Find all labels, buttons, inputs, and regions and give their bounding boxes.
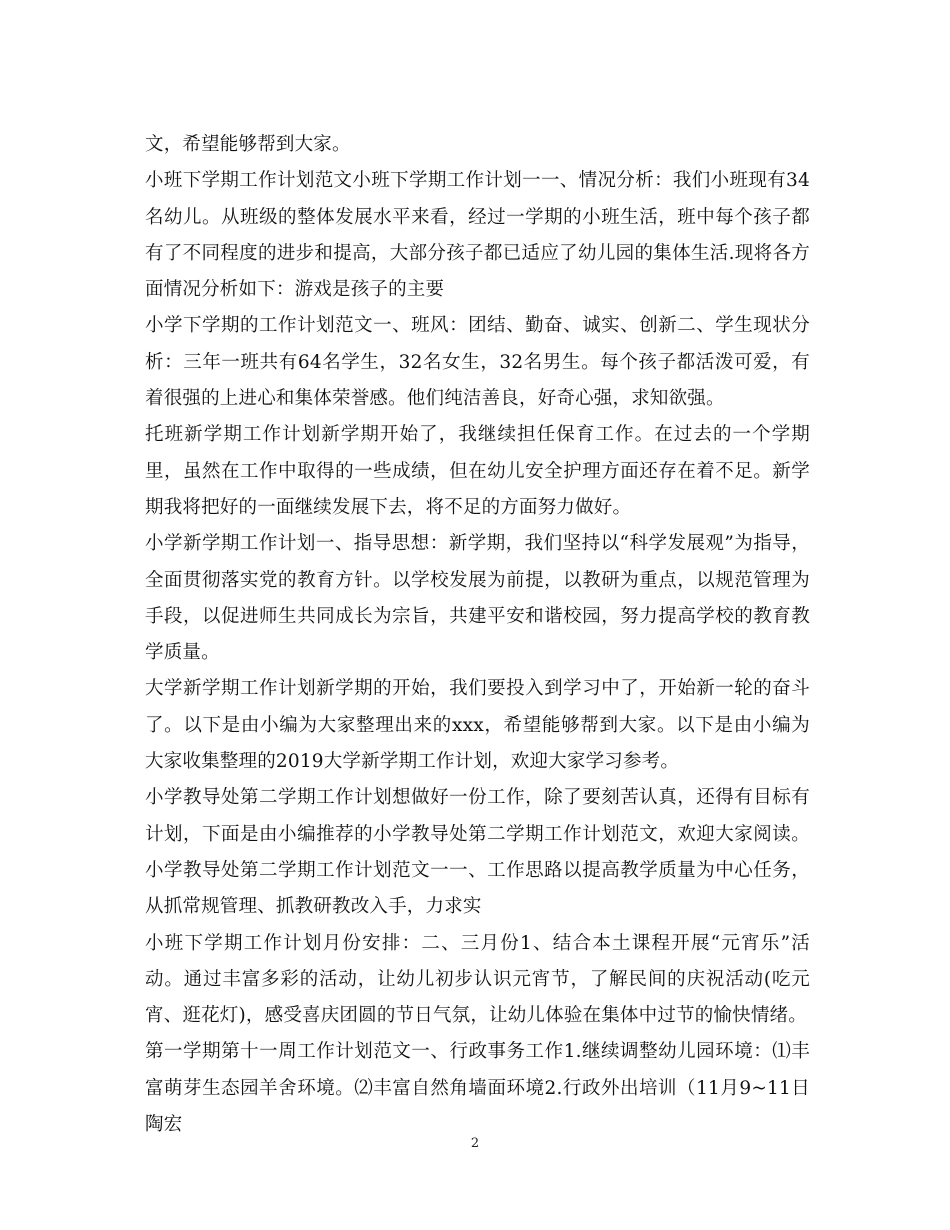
paragraph: 小学下学期的工作计划范文一、班风：团结、勤奋、诚实、创新二、学生现状分析：三年一班共有64名学生，32名女生，32名男生。每个孩子都活泼可爱，有着很强的上进心和集体荣誉感。他们纯洁善良，好奇心强，求知欲强。 [145,315,810,410]
paragraph: 大学新学期工作计划新学期的开始，我们要投入到学习中了，开始新一轮的奋斗了。以下是由小编为大家整理出来的xxx，希望能够帮到大家。以下是由小编为大家收集整理的2019大学新学期工作计划，欢迎大家学习参考。 [145,678,810,773]
paragraph: 托班新学期工作计划新学期开始了，我继续担任保育工作。在过去的一个学期里，虽然在工作中取得的一些成绩，但在幼儿安全护理方面还存在着不足。新学期我将把好的一面继续发展下去，将不足的方面努力做好。 [145,424,810,518]
page-number: 2 [470,1136,480,1151]
paragraph: 小班下学期工作计划范文小班下学期工作计划一一、情况分析：我们小班现有34名幼儿。从班级的整体发展水平来看，经过一学期的小班生活，班中每个孩子都有了不同程度的进步和提高，大部分孩子都已适应了幼儿园的集体生活.现将各方面情况分析如下：游戏是孩子的主要 [145,170,810,301]
paragraph: 小学新学期工作计划一、指导思想：新学期，我们坚持以“科学发展观”为指导，全面贯彻落实党的教育方针。以学校发展为前提，以教研为重点，以规范管理为手段，以促进师生共同成长为宗旨，共建平安和谐校园，努力提高学校的教育教学质量。 [145,533,810,664]
paragraph: 小学教导处第二学期工作计划想做好一份工作，除了要刻苦认真，还得有目标有计划，下面是由小编推荐的小学教导处第二学期工作计划范文，欢迎大家阅读。小学教导处第二学期工作计划范文一一、工作思路以提高教学质量为中心任务，从抓常规管理、抓教研教改入手，力求实 [145,787,810,918]
paragraph: 小班下学期工作计划月份安排：二、三月份1、结合本土课程开展“元宵乐”活动。通过丰富多彩的活动，让幼儿初步认识元宵节，了解民间的庆祝活动(吃元宵、逛花灯)，感受喜庆团圆的节日气氛，让幼儿体验在集体中过节的愉快情绪。 [145,932,810,1027]
document-body [145,127,810,1143]
paragraph: 文，希望能够帮到大家。 [145,134,351,155]
paragraph: 第一学期第十一周工作计划范文一、行政事务工作1.继续调整幼儿园环境：⑴丰富萌芽生态园羊舍环境。⑵丰富自然角墙面环境2.行政外出培训（11月9~11日陶宏 [145,1041,810,1136]
